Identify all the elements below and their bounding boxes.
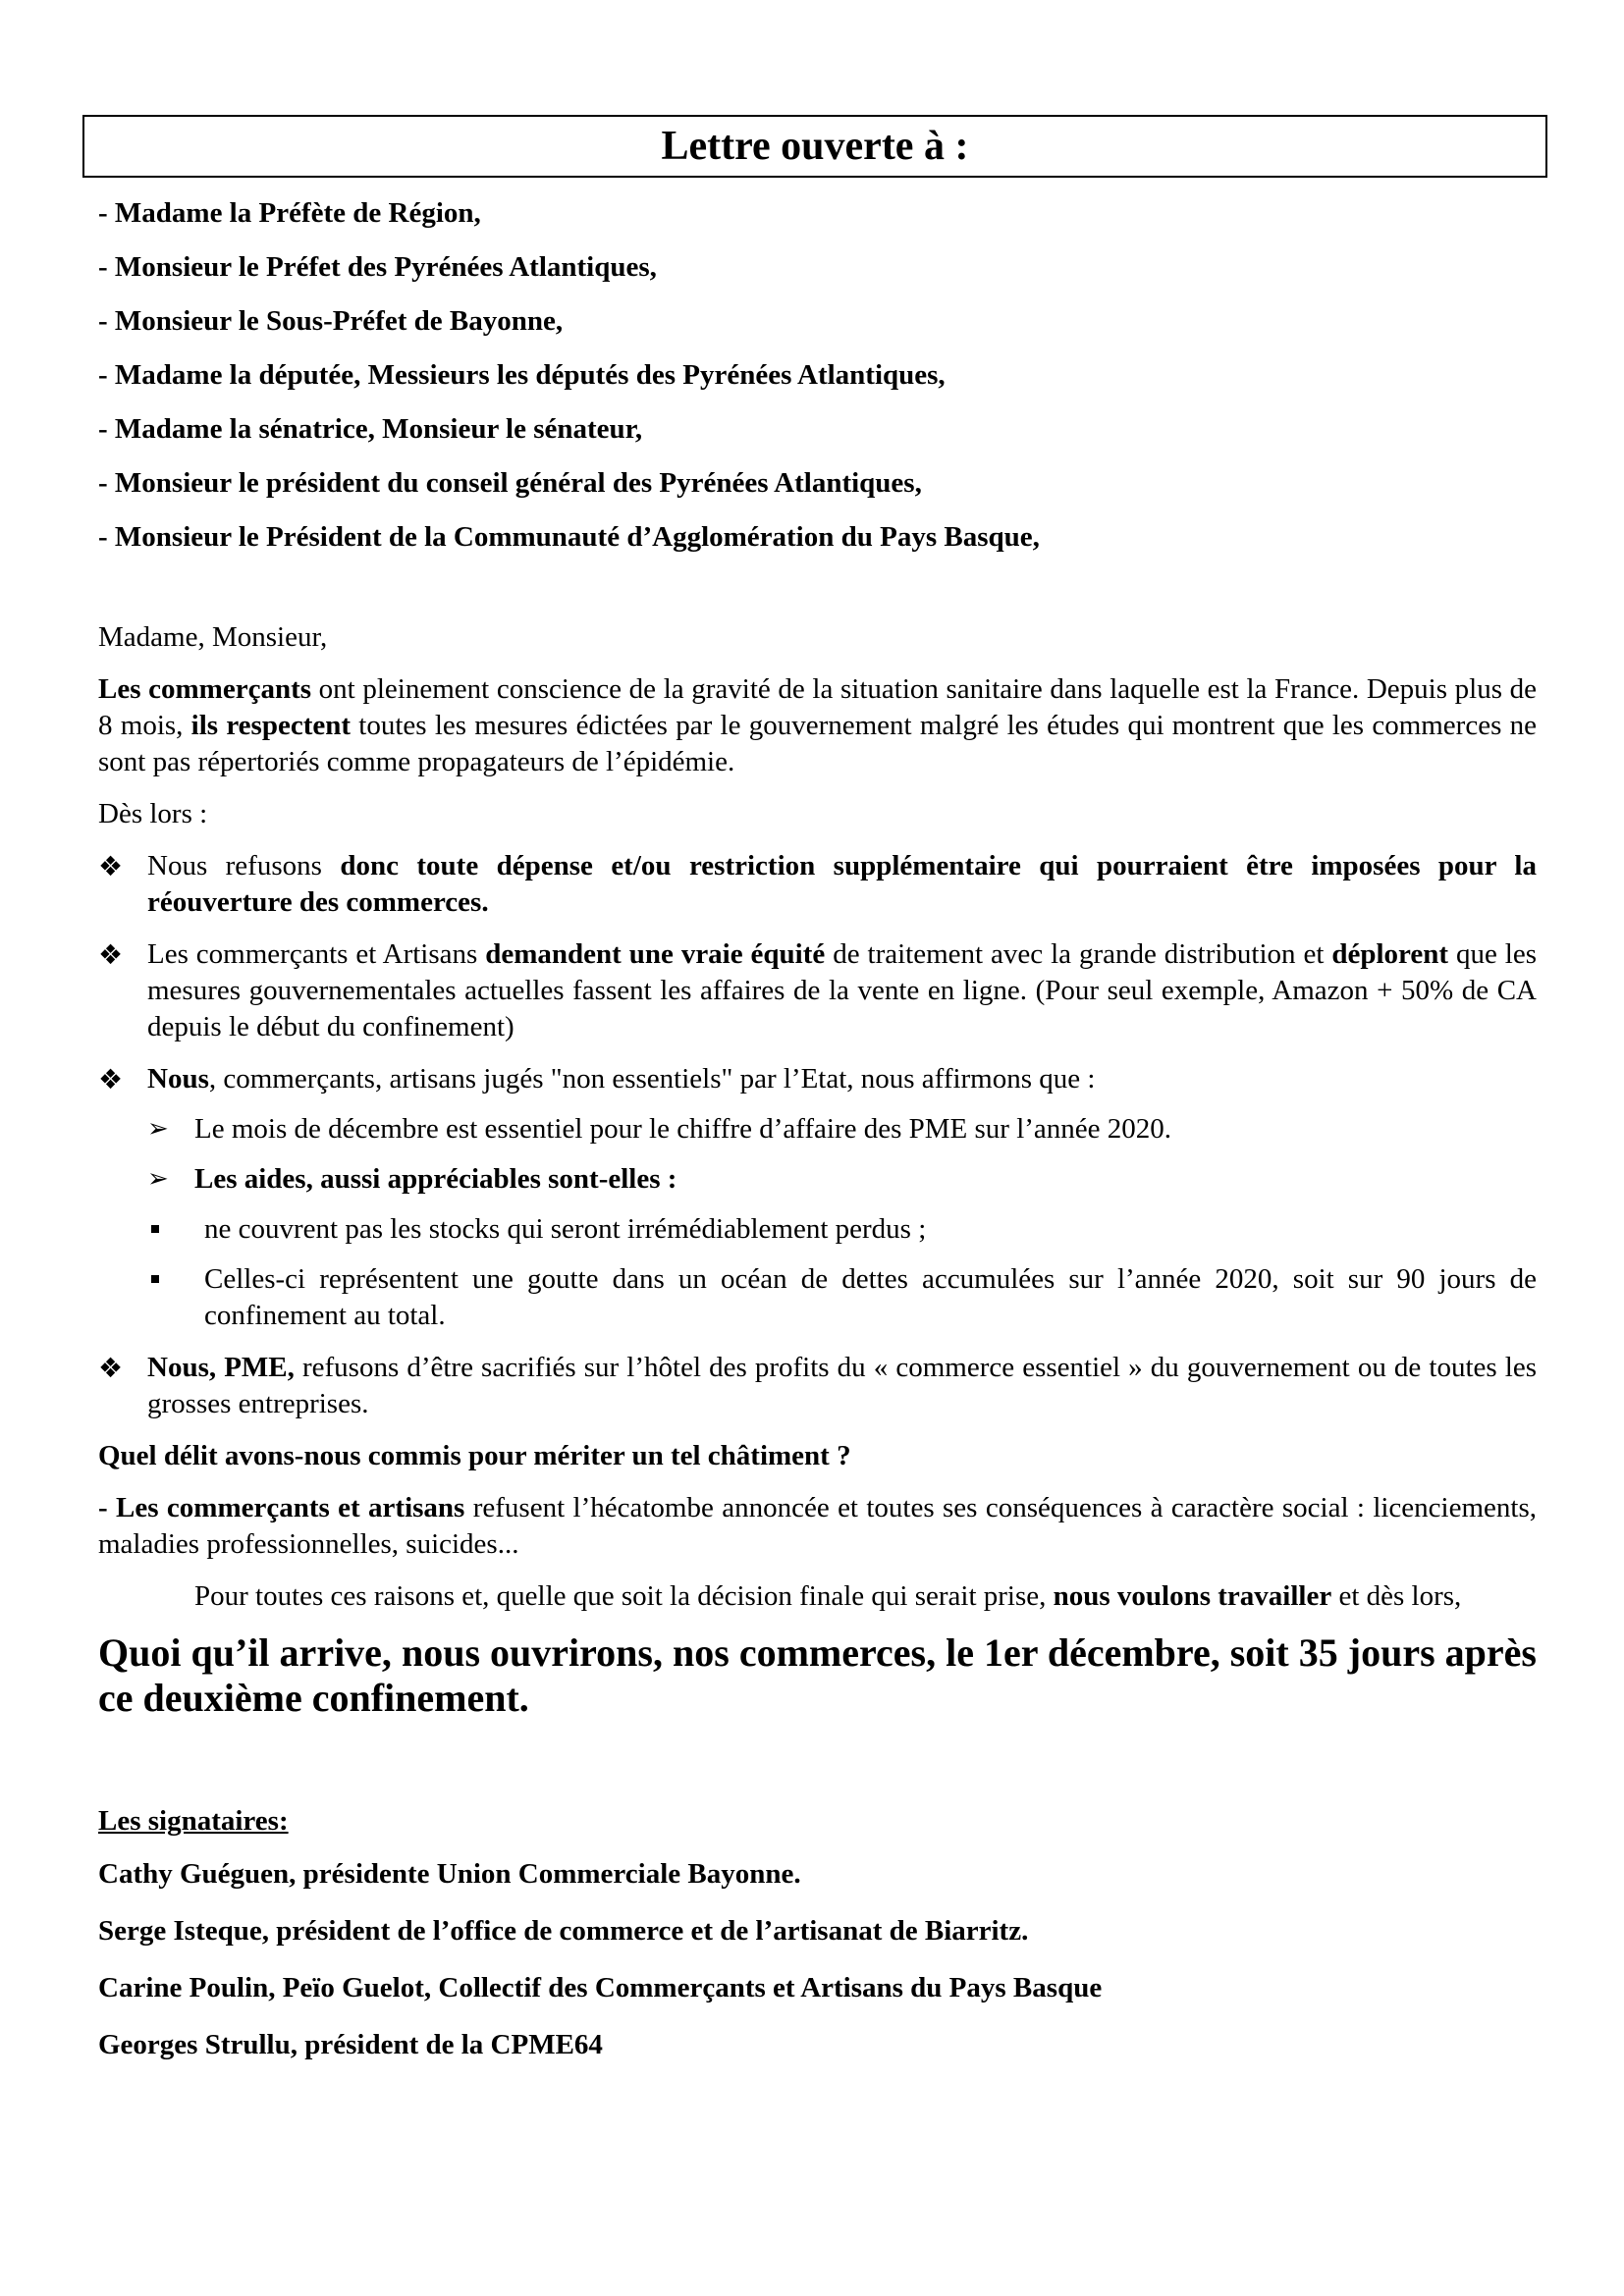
recipient-list	[98, 187, 1537, 564]
bullet-item-equite	[98, 936, 1537, 1045]
recipient-item: - Monsieur le Préfet des Pyrénées Atlantiques,	[98, 251, 657, 283]
recipient-item: - Madame la sénatrice, Monsieur le sénateur,	[98, 413, 643, 445]
refusent-bold: - Les commerçants et artisans	[98, 1492, 465, 1523]
final-statement: Quoi qu’il arrive, nous ouvrirons, nos commerces, le 1er décembre, soit 35 jours après ce deuxième confinement.	[98, 1630, 1537, 1720]
bullet-bold: Nous	[147, 1063, 209, 1095]
bullet-item-affirmons	[98, 1061, 1537, 1334]
bullet-text: que les mesures gouvernementales actuelles fassent les affaires de la vente en ligne. (Pour seul exemple, Amazon + 50% de CA depuis le début du confinement)	[147, 938, 1538, 1042]
bullet-text: de traitement avec la grande distribution et	[825, 938, 1332, 970]
recipient-item: - Madame la députée, Messieurs les députés des Pyrénées Atlantiques,	[98, 359, 946, 391]
raisons-bold: nous voulons travailler	[1053, 1580, 1332, 1612]
raisons-text-2: et dès lors,	[1331, 1580, 1462, 1612]
signatory-item: Georges Strullu, président de la CPME64	[98, 2029, 603, 2060]
signatory-list	[98, 1845, 1537, 2073]
intro-bold-1: Les commerçants	[98, 673, 312, 705]
diamond-bullet-icon: ❖	[98, 938, 124, 971]
letter-body	[98, 187, 1537, 2073]
question-heading: Quel délit avons-nous commis pour mériter un tel châtiment ?	[98, 1440, 851, 1471]
square-bullet-icon	[151, 1225, 159, 1233]
square-item	[147, 1211, 1537, 1248]
signatory-item: Serge Isteque, président de l’office de commerce et de l’artisanat de Biarritz.	[98, 1915, 1029, 1947]
square-text: ne couvrent pas les stocks qui seront irrémédiablement perdus ;	[204, 1213, 927, 1245]
bullet-text: Nous refusons	[147, 850, 341, 881]
recipient-item: - Monsieur le Président de la Communauté d’Agglomération du Pays Basque,	[98, 521, 1040, 553]
bullet-bold: demandent une vraie équité	[485, 938, 826, 970]
square-bullet-icon	[151, 1275, 159, 1283]
diamond-bullet-icon: ❖	[98, 1352, 124, 1384]
square-list	[147, 1211, 1537, 1334]
intro-text-1: ont pleinement conscience de la gravité de la situation sanitaire dans laquelle est la France. Depuis plus de 8 mois,	[98, 673, 1537, 741]
bullet-text: , commerçants, artisans jugés "non essentiels" par l’Etat, nous affirmons que :	[208, 1063, 1096, 1095]
letter-title: Lettre ouverte à :	[82, 115, 1547, 178]
arrow-bullet-icon: ➢	[147, 1114, 169, 1144]
bullet-text: refusons d’être sacrifiés sur l’hôtel des profits du « commerce essentiel » du gouvernement ou de toutes les grosses entreprises.	[147, 1352, 1537, 1419]
arrow-item	[147, 1161, 1537, 1334]
refusent-paragraph	[98, 1490, 1537, 1563]
bullet-item-refusons	[98, 848, 1537, 921]
bullet-text: Les commerçants et Artisans	[147, 938, 486, 970]
arrow-list	[147, 1111, 1537, 1334]
recipient-item: - Monsieur le Sous-Préfet de Bayonne,	[98, 305, 564, 337]
bullet-list	[98, 848, 1537, 1422]
bullet-item-pme	[98, 1350, 1537, 1422]
bullet-bold: Nous, PME,	[147, 1352, 295, 1383]
square-item	[147, 1261, 1537, 1334]
raisons-paragraph	[98, 1578, 1537, 1615]
diamond-bullet-icon: ❖	[98, 1063, 124, 1095]
arrow-item	[147, 1111, 1537, 1148]
arrow-bullet-icon: ➢	[147, 1164, 169, 1194]
arrow-text-bold: Les aides, aussi appréciables sont-elles :	[194, 1163, 677, 1195]
square-text: Celles-ci représentent une goutte dans un océan de dettes accumulées sur l’année 2020, soit sur 90 jours de confinement au total.	[204, 1263, 1537, 1331]
salutation: Madame, Monsieur,	[98, 621, 328, 653]
raisons-text-1: Pour toutes ces raisons et, quelle que soit la décision finale qui serait prise,	[194, 1580, 1054, 1612]
signatory-item: Cathy Guéguen, présidente Union Commerciale Bayonne.	[98, 1858, 801, 1890]
intro-bold-2: ils respectent	[190, 710, 352, 741]
diamond-bullet-icon: ❖	[98, 850, 124, 882]
bullet-bold: donc toute dépense et/ou restriction supplémentaire qui pourraient être imposées pour la réouverture des commerces.	[147, 850, 1537, 918]
intro-text-2: toutes les mesures édictées par le gouvernement malgré les études qui montrent que les commerces ne sont pas répertoriés comme propagateurs de l’épidémie.	[98, 710, 1537, 777]
arrow-text: Le mois de décembre est essentiel pour le chiffre d’affaire des PME sur l’année 2020.	[194, 1113, 1172, 1145]
recipient-item: - Madame la Préfète de Région,	[98, 197, 481, 229]
bullet-bold: déplorent	[1331, 938, 1449, 970]
signatory-item: Carine Poulin, Peïo Guelot, Collectif des Commerçants et Artisans du Pays Basque	[98, 1972, 1103, 2003]
intro-paragraph	[98, 671, 1537, 780]
des-lors-label: Dès lors :	[98, 798, 208, 829]
signatories-heading: Les signataires:	[98, 1805, 289, 1837]
refusent-text: refusent l’hécatombe annoncée et toutes ses conséquences à caractère social : licenciements, maladies professionnelles, suicides...	[98, 1492, 1537, 1560]
recipient-item: - Monsieur le président du conseil général des Pyrénées Atlantiques,	[98, 467, 922, 499]
